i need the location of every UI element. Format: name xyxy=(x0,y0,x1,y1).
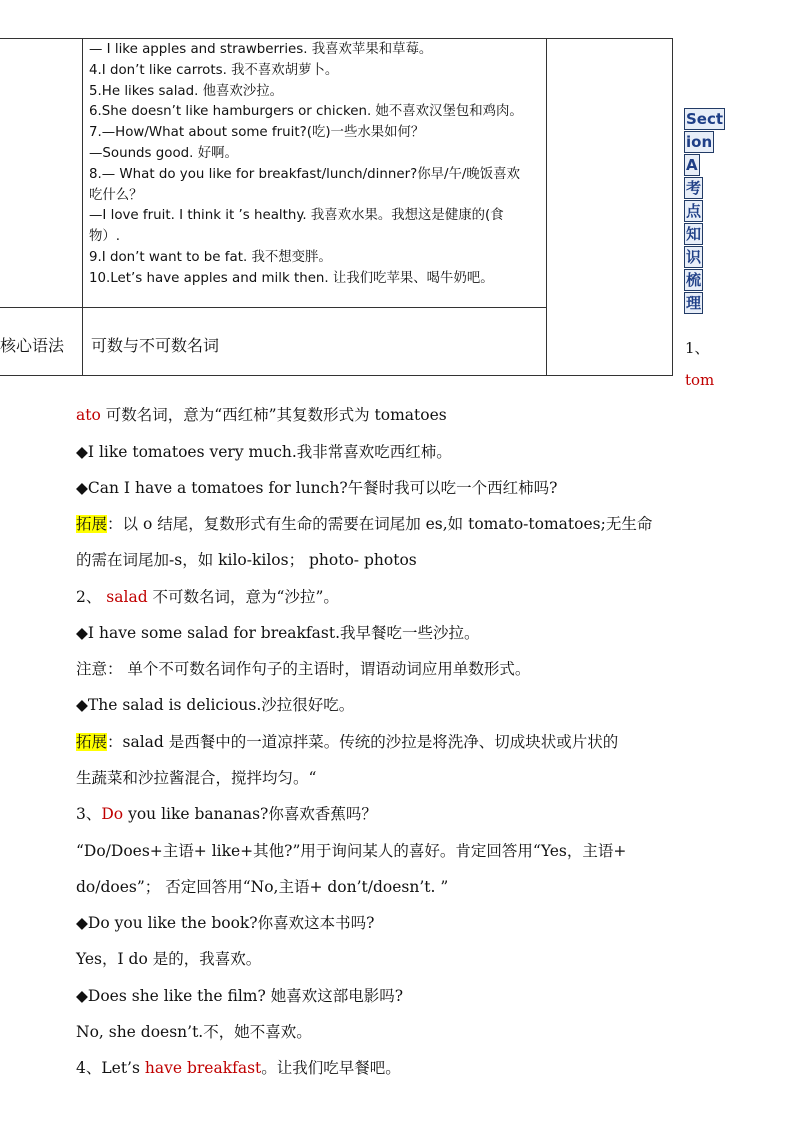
table-top-border xyxy=(0,38,673,39)
sentence-line: 物）. xyxy=(89,229,121,245)
sentence-line: 10.Let’s have apples and milk then. 让我们吃苹果、喝牛奶吧。 xyxy=(89,270,494,286)
body-line: 的需在词尾加-s，如 kilo-kilos； photo- photos xyxy=(76,551,417,569)
side-heading-char: 知 xyxy=(686,225,702,243)
body-line xyxy=(76,802,377,824)
grammar-label xyxy=(0,333,80,356)
item-number: 4、Let’s xyxy=(76,1059,145,1077)
side-heading-char: A xyxy=(686,156,698,174)
body-line: do/does”； 否定回答用“No,主语+ don’t/doesn’t. ” xyxy=(76,878,449,896)
line-text: you like bananas?你喜欢香蕉吗？ xyxy=(123,805,377,823)
sentence-line: 6.She doesn’t like hamburgers or chicken. 她不喜欢汉堡包和鸡肉。 xyxy=(89,104,523,120)
side-heading-char: 点 xyxy=(686,202,702,220)
side-heading-char: Sect xyxy=(686,110,724,128)
note-line: 注意： 单个不可数名词作句子的主语时，谓语动词应用单数形式。 xyxy=(76,660,531,678)
sentence-line: 5.He likes salad. 他喜欢沙拉。 xyxy=(89,83,283,99)
table-col-divider-1 xyxy=(82,38,83,376)
body-line: 生蔬菜和沙拉酱混合，搅拌均匀。“ xyxy=(76,769,317,787)
extension-tag: 拓展 xyxy=(76,733,108,751)
side-number: 1、 xyxy=(685,339,710,357)
extension-tag: 拓展 xyxy=(76,515,108,533)
example-sentence: ◆Does she like the film? 她喜欢这部电影吗? xyxy=(76,987,404,1005)
answer-line: Yes，I do 是的，我喜欢。 xyxy=(76,950,262,968)
table-col-divider-2 xyxy=(546,38,547,376)
body-line xyxy=(76,585,339,607)
body-line xyxy=(76,512,652,534)
line-text: ：以 o 结尾，复数形式有生命的需要在词尾加 es,如 tomato-tomatoes;无生命 xyxy=(107,515,653,533)
sentence-line: 8.— What do you like for breakfast/lunch/dinner?你早/午/晚饭喜欢 xyxy=(89,166,520,182)
side-word-start: tom xyxy=(685,371,715,389)
line-text: 不可数名词，意为“沙拉”。 xyxy=(147,588,339,606)
example-sentence: ◆I like tomatoes very much.我非常喜欢吃西红柿。 xyxy=(76,443,452,461)
grammar-text: 可数与不可数名词 xyxy=(91,336,220,355)
line-text: ：salad 是西餐中的一道凉拌菜。传统的沙拉是将洗净、切成块状或片状的 xyxy=(107,733,619,751)
sentence-line: 吃什么？ xyxy=(89,187,143,203)
sentence-line: — I like apples and strawberries. 我喜欢苹果和草莓。 xyxy=(89,42,433,57)
item-number: 2、 xyxy=(76,588,107,606)
body-line xyxy=(76,403,447,425)
example-sentence: ◆I have some salad for breakfast.我早餐吃一些沙拉。 xyxy=(76,624,480,642)
keyword: have breakfast xyxy=(144,1059,262,1077)
side-heading xyxy=(684,108,724,315)
body-line: “Do/Does+主语+ like+其他?”用于询问某人的喜好。肯定回答用“Yes，主语+ xyxy=(76,842,627,860)
item-number: 3、 xyxy=(76,805,102,823)
sentence-line: 7.—How/What about some fruit?(吃)一些水果如何？ xyxy=(89,125,425,141)
side-heading-char: ion xyxy=(686,133,713,151)
side-heading-char: 识 xyxy=(686,248,702,266)
body-line xyxy=(76,730,618,752)
sentence-line: 9.I don’t want to be fat. 我不想变胖。 xyxy=(89,249,332,265)
sentence-line: 4.I don’t like carrots. 我不喜欢胡萝卜。 xyxy=(89,62,339,78)
answer-line: No, she doesn’t.不，她不喜欢。 xyxy=(76,1023,312,1041)
keyword: ato xyxy=(76,406,101,424)
table-sentence-list xyxy=(89,40,544,290)
example-sentence: ◆Do you like the book?你喜欢这本书吗? xyxy=(76,914,375,932)
table-right-border xyxy=(672,38,673,376)
keyword: salad xyxy=(106,588,148,606)
table-bottom-border xyxy=(0,375,673,376)
example-sentence: ◆The salad is delicious.沙拉很好吃。 xyxy=(76,696,355,714)
body-line xyxy=(76,1056,401,1078)
line-text: 可数名词，意为“西红柿”其复数形式为 tomatoes xyxy=(100,406,447,424)
line-text: 。让我们吃早餐吧。 xyxy=(261,1059,401,1077)
side-heading-char: 理 xyxy=(686,294,702,312)
example-sentence: ◆Can I have a tomatoes for lunch?午餐时我可以吃一个西红柿吗? xyxy=(76,479,558,497)
sentence-line: —I love fruit. I think it ’s healthy. 我喜欢水果。我想这是健康的(食 xyxy=(89,208,504,224)
grammar-label-text: 核心语法 xyxy=(0,336,65,355)
sentence-line: —Sounds good. 好啊。 xyxy=(89,145,238,161)
keyword: Do xyxy=(101,805,124,823)
side-heading-char: 梳 xyxy=(686,271,702,289)
side-heading-char: 考 xyxy=(686,179,702,197)
